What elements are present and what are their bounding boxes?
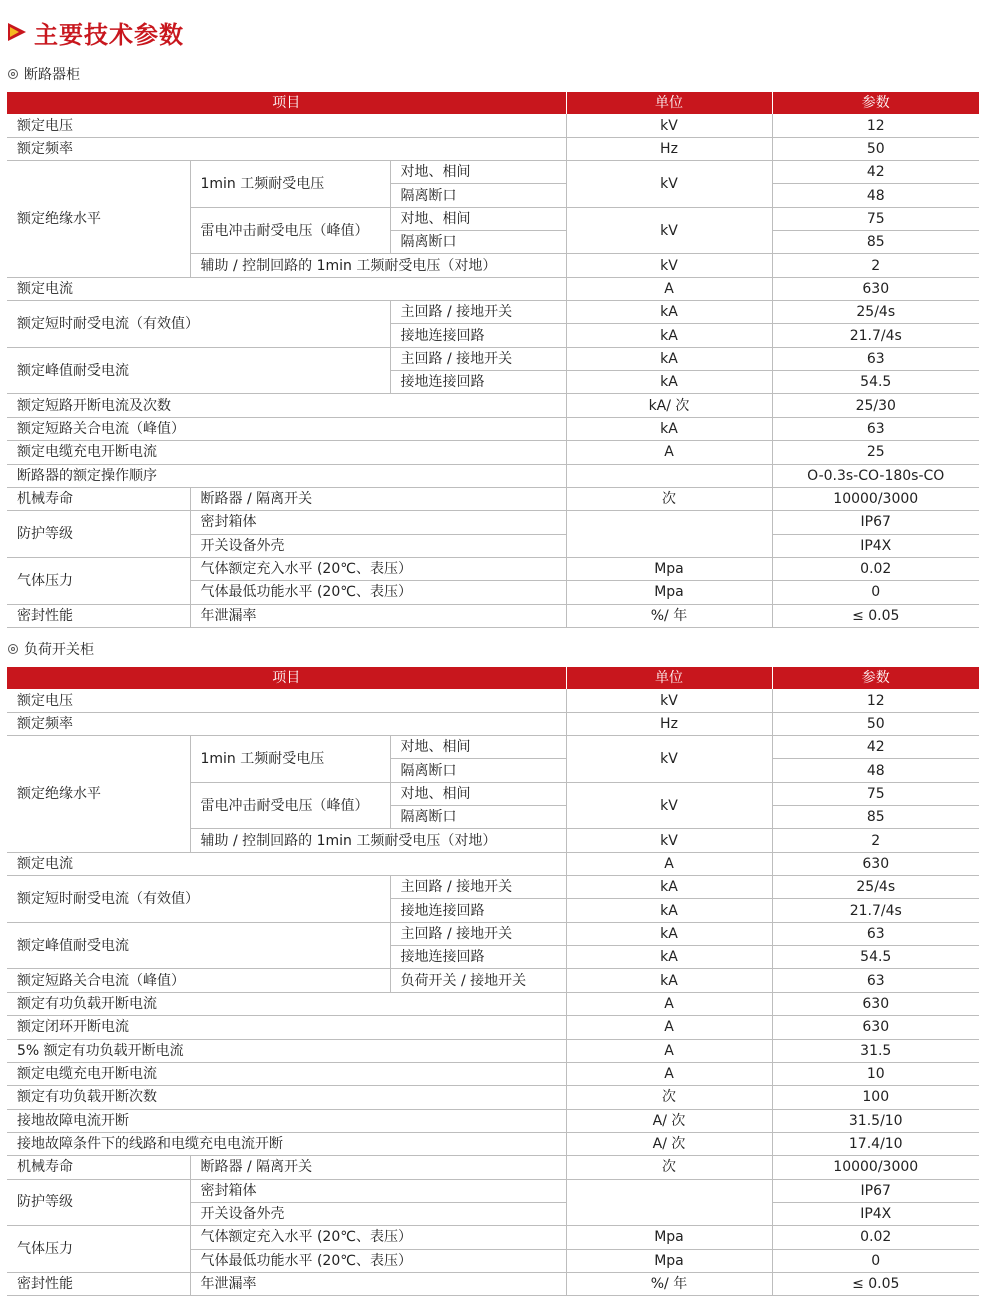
row-unit: A (566, 1039, 772, 1062)
row-unit: Mpa (566, 581, 772, 604)
table-row (7, 1272, 979, 1295)
row-unit: 次 (566, 1156, 772, 1179)
row-label: 机械寿命 (7, 1156, 190, 1179)
row-value: IP67 (772, 511, 979, 534)
row-detail: 主回路 / 接地开关 (390, 301, 566, 324)
row-sublabel: 密封箱体 (190, 511, 566, 534)
row-unit: kV (566, 689, 772, 712)
table-row (7, 464, 979, 487)
table-row (7, 1062, 979, 1085)
row-value: 10 (772, 1062, 979, 1085)
row-unit: kA (566, 899, 772, 922)
row-value: IP4X (772, 1202, 979, 1225)
row-unit: kA (566, 969, 772, 992)
row-detail: 接地连接回路 (390, 899, 566, 922)
row-value: 63 (772, 922, 979, 945)
page-title (6, 14, 184, 50)
row-detail: 隔离断口 (390, 231, 566, 254)
row-unit: kA (566, 417, 772, 440)
row-value: IP4X (772, 534, 979, 557)
row-unit: kV (566, 736, 772, 783)
table-row (7, 277, 979, 300)
row-unit: A/ 次 (566, 1109, 772, 1132)
table-row (7, 394, 979, 417)
spec-table-load-switch (7, 667, 979, 1296)
row-label: 额定频率 (7, 712, 566, 735)
row-label: 额定电压 (7, 114, 566, 137)
table-row (7, 922, 979, 945)
row-label: 防护等级 (7, 511, 190, 558)
row-value: 48 (772, 184, 979, 207)
row-unit: kA (566, 876, 772, 899)
row-value: 42 (772, 736, 979, 759)
row-sublabel: 辅助 / 控制回路的 1min 工频耐受电压（对地） (190, 254, 566, 277)
row-unit: Mpa (566, 1249, 772, 1272)
header-value: 参数 (772, 667, 979, 689)
table-row (7, 736, 979, 759)
row-label: 密封性能 (7, 604, 190, 627)
row-label: 气体压力 (7, 557, 190, 604)
row-sublabel: 气体最低功能水平 (20℃、表压） (190, 1249, 566, 1272)
row-detail: 隔离断口 (390, 806, 566, 829)
row-value: O-0.3s-CO-180s-CO (772, 464, 979, 487)
row-value: 0 (772, 581, 979, 604)
row-label: 额定短路关合电流（峰值） (7, 969, 390, 992)
row-unit: kA (566, 946, 772, 969)
row-value: 2 (772, 829, 979, 852)
section-label-text: 负荷开关柜 (24, 642, 94, 658)
row-detail: 主回路 / 接地开关 (390, 347, 566, 370)
row-value: 31.5 (772, 1039, 979, 1062)
row-detail: 接地连接回路 (390, 371, 566, 394)
row-unit: Mpa (566, 557, 772, 580)
row-value: 25/4s (772, 876, 979, 899)
row-unit: kA/ 次 (566, 394, 772, 417)
row-label: 机械寿命 (7, 487, 190, 510)
table-row (7, 511, 979, 534)
row-unit: kV (566, 829, 772, 852)
row-sublabel: 雷电冲击耐受电压（峰值） (190, 782, 390, 829)
row-value: ≤ 0.05 (772, 1272, 979, 1295)
row-value: 63 (772, 347, 979, 370)
row-unit: kA (566, 301, 772, 324)
row-detail: 对地、相间 (390, 161, 566, 184)
row-value: 75 (772, 207, 979, 230)
row-unit: Hz (566, 137, 772, 160)
row-detail: 对地、相间 (390, 736, 566, 759)
row-detail: 接地连接回路 (390, 946, 566, 969)
row-unit: kV (566, 782, 772, 829)
row-sublabel: 年泄漏率 (190, 1272, 566, 1295)
row-sublabel: 气体最低功能水平 (20℃、表压） (190, 581, 566, 604)
section-label-load-switch (8, 638, 94, 660)
table-row (7, 114, 979, 137)
row-value: 12 (772, 689, 979, 712)
row-value: 54.5 (772, 946, 979, 969)
row-value: 25 (772, 441, 979, 464)
section-bullet-icon (8, 644, 18, 654)
row-detail: 隔离断口 (390, 759, 566, 782)
row-sublabel: 断路器 / 隔离开关 (190, 1156, 566, 1179)
table-row (7, 992, 979, 1015)
section-bullet-icon (8, 69, 18, 79)
section-label-text: 断路器柜 (24, 67, 80, 83)
row-value: 85 (772, 231, 979, 254)
row-value: 25/4s (772, 301, 979, 324)
row-value: 75 (772, 782, 979, 805)
row-sublabel: 辅助 / 控制回路的 1min 工频耐受电压（对地） (190, 829, 566, 852)
row-value: 100 (772, 1086, 979, 1109)
row-label: 额定短路开断电流及次数 (7, 394, 566, 417)
row-unit: A (566, 852, 772, 875)
row-value: 630 (772, 992, 979, 1015)
row-unit: %/ 年 (566, 1272, 772, 1295)
table-row (7, 161, 979, 184)
row-label: 额定有功负载开断次数 (7, 1086, 566, 1109)
row-label: 额定电缆充电开断电流 (7, 441, 566, 464)
row-unit: kV (566, 254, 772, 277)
row-value: 12 (772, 114, 979, 137)
row-label: 额定频率 (7, 137, 566, 160)
header-unit: 单位 (566, 92, 772, 114)
row-label: 额定峰值耐受电流 (7, 347, 390, 394)
row-label: 额定电缆充电开断电流 (7, 1062, 566, 1085)
row-label: 额定短时耐受电流（有效值） (7, 876, 390, 923)
row-unit: A (566, 1016, 772, 1039)
row-detail: 隔离断口 (390, 184, 566, 207)
row-unit: kA (566, 371, 772, 394)
row-value: 42 (772, 161, 979, 184)
table-row (7, 1086, 979, 1109)
row-unit: A (566, 992, 772, 1015)
table-header-row (7, 667, 979, 689)
row-unit: A/ 次 (566, 1132, 772, 1155)
row-label: 断路器的额定操作顺序 (7, 464, 566, 487)
row-value: 54.5 (772, 371, 979, 394)
row-detail: 对地、相间 (390, 782, 566, 805)
table-header-row (7, 92, 979, 114)
row-unit: kA (566, 922, 772, 945)
table-row (7, 1156, 979, 1179)
row-label: 额定短时耐受电流（有效值） (7, 301, 390, 348)
row-label: 接地故障条件下的线路和电缆充电电流开断 (7, 1132, 566, 1155)
row-label: 额定绝缘水平 (7, 161, 190, 278)
row-unit: A (566, 441, 772, 464)
row-value: 0.02 (772, 1226, 979, 1249)
row-sublabel: 开关设备外壳 (190, 1202, 566, 1225)
row-label: 额定电流 (7, 277, 566, 300)
row-unit: A (566, 277, 772, 300)
row-label: 额定短路关合电流（峰值） (7, 417, 566, 440)
row-value: 31.5/10 (772, 1109, 979, 1132)
row-sublabel: 1min 工频耐受电压 (190, 161, 390, 208)
row-unit: 次 (566, 487, 772, 510)
row-value: 0.02 (772, 557, 979, 580)
row-value: 630 (772, 852, 979, 875)
row-label: 额定绝缘水平 (7, 736, 190, 853)
row-label: 额定电压 (7, 689, 566, 712)
row-value: 63 (772, 969, 979, 992)
row-unit: A (566, 1062, 772, 1085)
row-sublabel: 断路器 / 隔离开关 (190, 487, 566, 510)
row-sublabel: 气体额定充入水平 (20℃、表压） (190, 1226, 566, 1249)
row-unit (566, 511, 772, 558)
table-row (7, 347, 979, 370)
row-unit (566, 1179, 772, 1226)
row-label: 5% 额定有功负载开断电流 (7, 1039, 566, 1062)
table-row (7, 604, 979, 627)
header-item: 项目 (7, 92, 566, 114)
row-value: 10000/3000 (772, 1156, 979, 1179)
section-label-circuit-breaker (8, 63, 80, 85)
row-value: IP67 (772, 1179, 979, 1202)
row-unit: kA (566, 324, 772, 347)
table-row (7, 1016, 979, 1039)
row-value: 21.7/4s (772, 324, 979, 347)
row-unit (566, 464, 772, 487)
row-value: 17.4/10 (772, 1132, 979, 1155)
row-label: 额定电流 (7, 852, 566, 875)
row-value: 0 (772, 1249, 979, 1272)
table-row (7, 1039, 979, 1062)
table-row (7, 441, 979, 464)
table-row (7, 969, 979, 992)
page-title-text: 主要技术参数 (34, 20, 184, 49)
table-row (7, 689, 979, 712)
row-label: 防护等级 (7, 1179, 190, 1226)
row-detail: 主回路 / 接地开关 (390, 922, 566, 945)
spec-table-circuit-breaker (7, 92, 979, 628)
row-sublabel: 密封箱体 (190, 1179, 566, 1202)
header-unit: 单位 (566, 667, 772, 689)
row-value: 630 (772, 277, 979, 300)
row-label: 额定闭环开断电流 (7, 1016, 566, 1039)
header-item: 项目 (7, 667, 566, 689)
row-label: 密封性能 (7, 1272, 190, 1295)
row-detail: 负荷开关 / 接地开关 (390, 969, 566, 992)
table-row (7, 137, 979, 160)
table-row (7, 712, 979, 735)
row-unit: kV (566, 161, 772, 208)
row-unit: kA (566, 347, 772, 370)
table-row (7, 1132, 979, 1155)
row-value: ≤ 0.05 (772, 604, 979, 627)
row-value: 630 (772, 1016, 979, 1039)
row-unit: Hz (566, 712, 772, 735)
row-unit: kV (566, 114, 772, 137)
row-sublabel: 雷电冲击耐受电压（峰值） (190, 207, 390, 254)
table-row (7, 876, 979, 899)
row-label: 气体压力 (7, 1226, 190, 1273)
row-detail: 对地、相间 (390, 207, 566, 230)
row-value: 63 (772, 417, 979, 440)
table-row (7, 1109, 979, 1132)
row-unit: kV (566, 207, 772, 254)
row-value: 50 (772, 137, 979, 160)
row-unit: Mpa (566, 1226, 772, 1249)
table-row (7, 1226, 979, 1249)
table-row (7, 852, 979, 875)
row-value: 50 (772, 712, 979, 735)
table-row (7, 301, 979, 324)
row-sublabel: 年泄漏率 (190, 604, 566, 627)
table-row (7, 487, 979, 510)
row-value: 48 (772, 759, 979, 782)
table-row (7, 417, 979, 440)
title-diamond-icon (6, 21, 28, 43)
table-row (7, 557, 979, 580)
row-label: 额定峰值耐受电流 (7, 922, 390, 969)
row-value: 21.7/4s (772, 899, 979, 922)
row-value: 2 (772, 254, 979, 277)
row-sublabel: 1min 工频耐受电压 (190, 736, 390, 783)
row-unit: 次 (566, 1086, 772, 1109)
row-detail: 接地连接回路 (390, 324, 566, 347)
row-label: 额定有功负载开断电流 (7, 992, 566, 1015)
row-sublabel: 开关设备外壳 (190, 534, 566, 557)
table-row (7, 1179, 979, 1202)
row-value: 85 (772, 806, 979, 829)
header-value: 参数 (772, 92, 979, 114)
row-sublabel: 气体额定充入水平 (20℃、表压） (190, 557, 566, 580)
row-unit: %/ 年 (566, 604, 772, 627)
row-label: 接地故障电流开断 (7, 1109, 566, 1132)
row-detail: 主回路 / 接地开关 (390, 876, 566, 899)
row-value: 25/30 (772, 394, 979, 417)
row-value: 10000/3000 (772, 487, 979, 510)
